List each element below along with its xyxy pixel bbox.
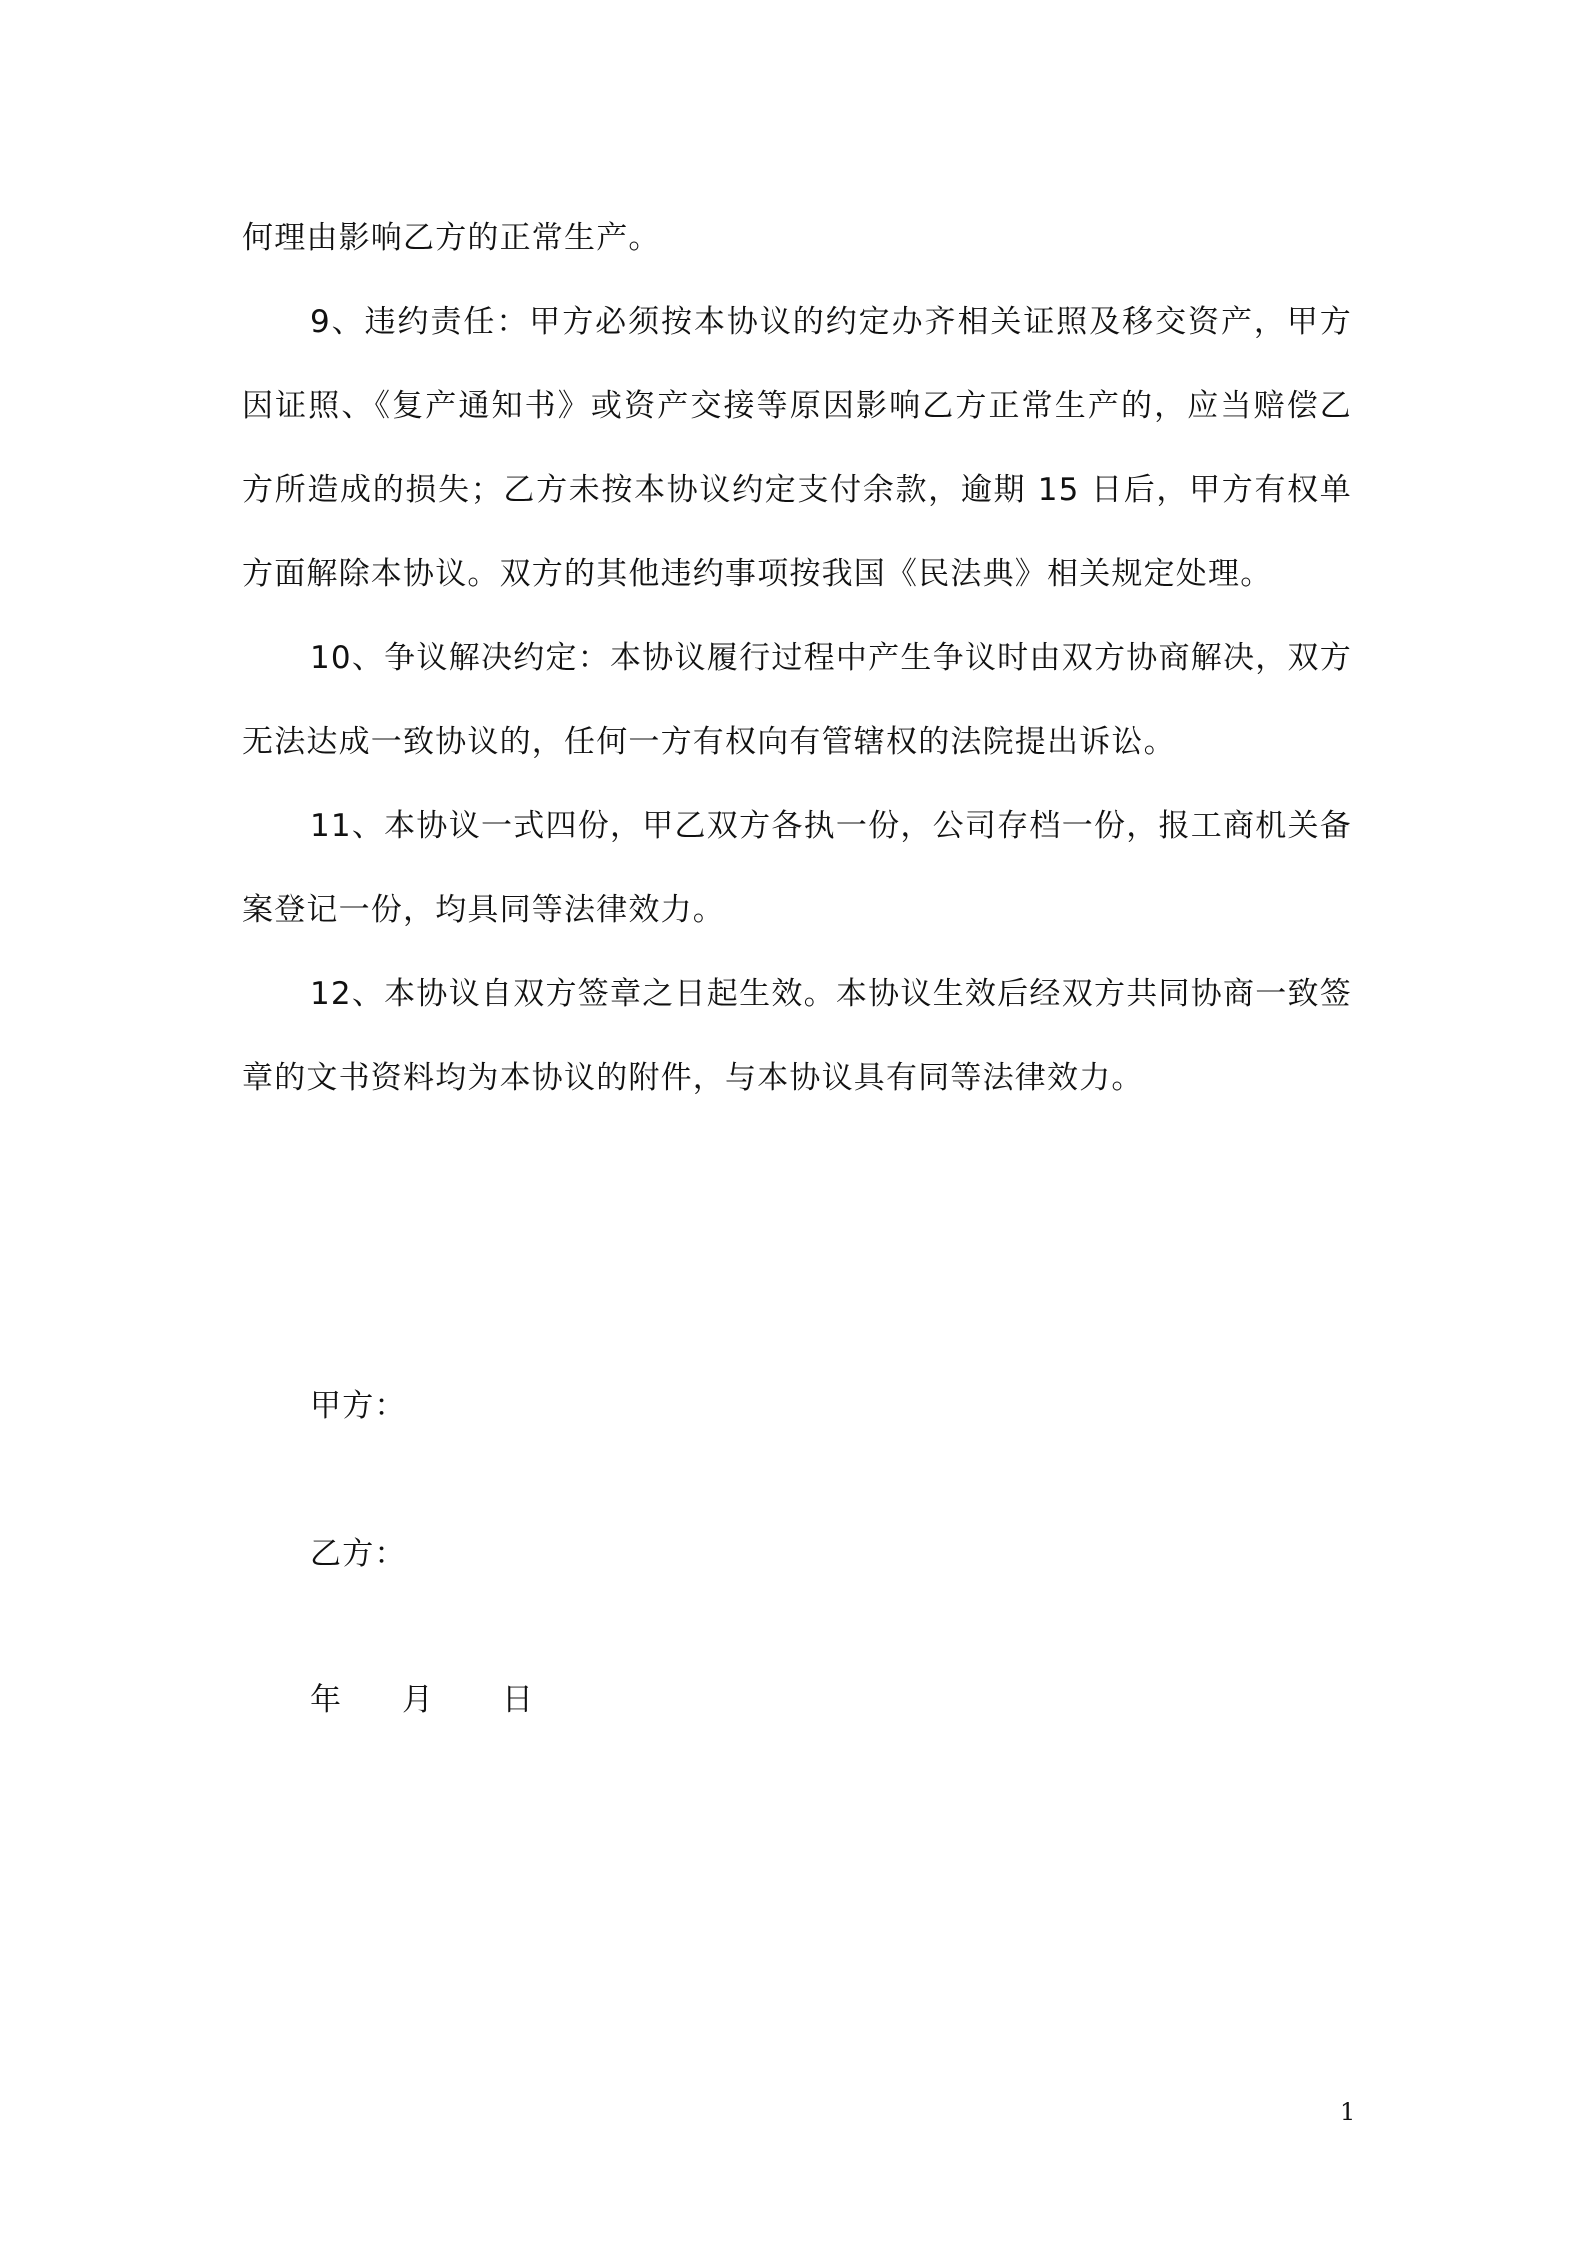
paragraph-clause-11: 11、本协议一式四份，甲乙双方各执一份，公司存档一份，报工商机关备案登记一份，均具同等法律效力。 [242,808,1352,928]
date-year-label: 年 [310,1682,341,1718]
party-a-label: 甲方： [310,1388,407,1424]
paragraph-clause-10: 10、争议解决约定：本协议履行过程中产生争议时由双方协商解决，双方无法达成一致协议的，任何一方有权向有管辖权的法院提出诉讼。 [242,640,1352,760]
paragraph-continuation: 何理由影响乙方的正常生产。 [242,220,661,256]
paragraph-clause-9: 9、违约责任：甲方必须按本协议的约定办齐相关证照及移交资产，甲方因证照、《复产通知书》或资产交接等原因影响乙方正常生产的，应当赔偿乙方所造成的损失；乙方未按本协议约定支付余款，逾期 15 日后，甲方有权单方面解除本协议。双方的其他违约事项按我国《民法典》相关规定处理。 [242,304,1352,592]
date-day-label: 日 [502,1682,533,1718]
date-month-label: 月 [402,1682,433,1718]
page-number: 1 [1340,2098,1356,2126]
document-body [242,196,1352,1120]
party-b-label: 乙方： [310,1536,407,1572]
paragraph-clause-12: 12、本协议自双方签章之日起生效。本协议生效后经双方共同协商一致签章的文书资料均为本协议的附件，与本协议具有同等法律效力。 [242,976,1352,1096]
